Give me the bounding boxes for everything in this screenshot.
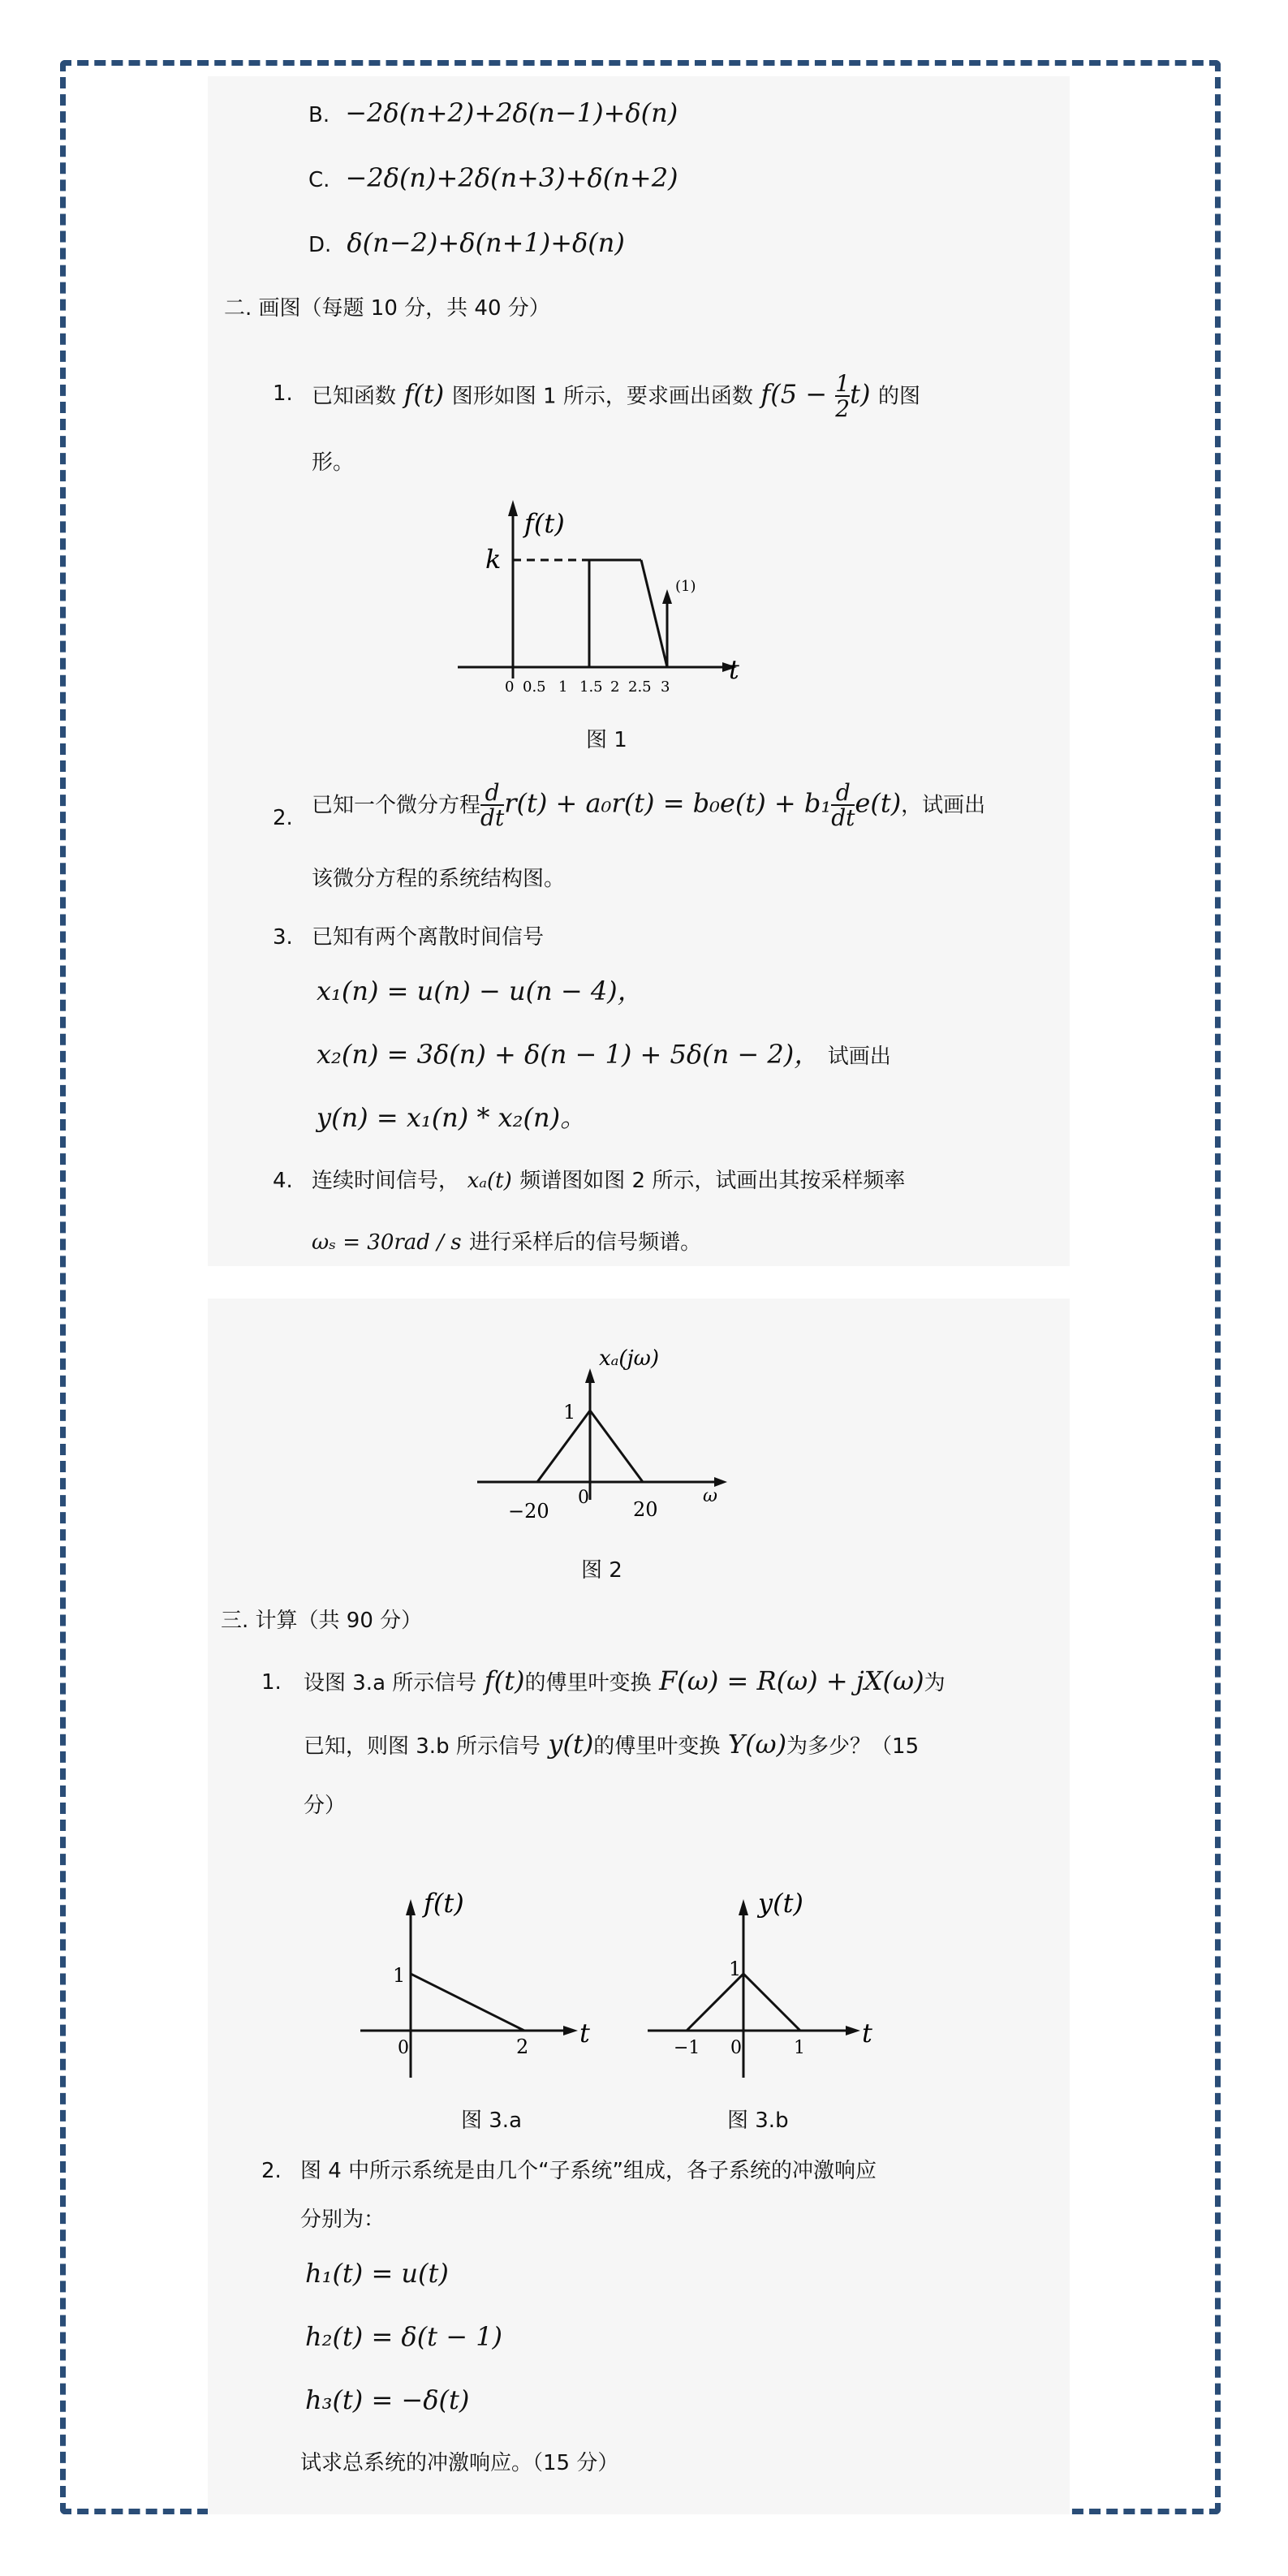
fig3b-one: 1 <box>729 1958 742 1980</box>
section-2-heading: 二. 画图（每题 10 分，共 40 分） <box>224 296 550 321</box>
q4-text-b: 频谱图如图 2 所示，试画出其按采样频率 <box>519 1169 906 1193</box>
s3q1-text-a: 设图 3.a 所示信号 <box>304 1671 477 1695</box>
option-expr: δ(n−2)+δ(n+1)+δ(n) <box>347 227 625 258</box>
fig2-ylabel: xₐ(jω) <box>599 1346 659 1371</box>
s3q2-number: 2. <box>261 2159 282 2183</box>
q1-text-c: 的图 <box>877 384 920 409</box>
fig2-caption: 图 2 <box>581 1558 622 1583</box>
option-letter: D. <box>308 233 332 257</box>
frac-num: d <box>480 781 504 806</box>
q4-ws: ωₛ = 30rad / s <box>312 1230 462 1255</box>
section-3-heading: 三. 计算（共 90 分） <box>221 1609 423 1633</box>
fig3a-zero: 0 <box>398 2038 409 2058</box>
fig1-impulse-label: (1) <box>675 578 696 595</box>
q1-number: 1. <box>273 381 293 406</box>
frac-num: d <box>831 781 855 806</box>
q1-text-a: 已知函数 <box>312 384 397 409</box>
q2-text-c: 该微分方程的系统结构图。 <box>312 867 566 891</box>
s3q1-text-g: 分） <box>304 1794 347 1818</box>
q4-text-a: 连续时间信号， <box>312 1169 460 1193</box>
s3q1-number: 1. <box>261 1670 282 1695</box>
s3q2-h2: h₂(t) = δ(t − 1) <box>305 2321 503 2352</box>
q2-number: 2. <box>273 806 293 830</box>
fig3a-signal <box>411 1974 524 2031</box>
fig3b-y-arrow <box>739 1899 748 1915</box>
fig1-tick: 2.5 <box>628 678 652 696</box>
q1-expr-tail: t) <box>850 378 871 410</box>
s3q1-ft: f(t) <box>484 1665 525 1696</box>
fig2-x-right: 20 <box>633 1498 658 1521</box>
s3q2-text-b: 分别为： <box>300 2208 386 2232</box>
fig3b-ylabel: y(t) <box>758 1888 803 1919</box>
fig3a-y-arrow <box>406 1899 416 1915</box>
s3q1-text-d: 已知，则图 3.b 所示信号 <box>304 1734 541 1759</box>
fig2-peak: 1 <box>563 1401 576 1424</box>
frac-den: dt <box>480 804 505 832</box>
s3q1-text-e: 的傅里叶变换 <box>593 1734 721 1759</box>
option-letter: C. <box>308 168 330 192</box>
q2-eq-mid: r(t) + a₀r(t) = b₀e(t) + b₁ <box>504 787 832 819</box>
option-expr: −2δ(n)+2δ(n+3)+δ(n+2) <box>345 162 678 193</box>
fig2-axis-label: ω <box>703 1486 717 1506</box>
fig3a-t-arrow <box>563 2026 578 2035</box>
fig1-tick: 3 <box>661 678 670 696</box>
q3-y: y(n) = x₁(n) * x₂(n)。 <box>317 1102 587 1133</box>
q1-expr: f(5 − <box>760 378 836 410</box>
q4-xa: xₐ(t) <box>467 1169 512 1193</box>
q3-text: 已知有两个离散时间信号 <box>312 925 545 950</box>
fig3a-ylabel: f(t) <box>424 1888 464 1919</box>
q1-fx: f(t) <box>403 378 445 410</box>
q3-x1: x₁(n) = u(n) − u(n − 4)， <box>317 976 644 1006</box>
q1-text-d: 形。 <box>312 450 355 475</box>
q4-number: 4. <box>273 1169 293 1193</box>
frac-den: 2 <box>835 395 851 423</box>
q3-x2-tail: 试画出 <box>827 1045 891 1069</box>
fig1-tick: 0.5 <box>523 678 546 696</box>
fig3a-two: 2 <box>516 2035 529 2058</box>
fig1-t-label: t <box>729 654 739 685</box>
s3q2-text-a: 图 4 中所示系统是由几个“子系统”组成，各子系统的冲激响应 <box>300 2159 877 2183</box>
s3q2-h3: h₃(t) = −δ(t) <box>305 2384 470 2415</box>
q3-number: 3. <box>273 925 293 950</box>
fig3b-neg1: −1 <box>674 2038 700 2058</box>
s3q1-Fw: F(ω) = R(ω) + jX(ω) <box>659 1665 924 1696</box>
fig1-tick: 0 <box>505 678 515 696</box>
s3q1-text-f: 为多少？（15 <box>786 1734 920 1759</box>
q1-text-b: 图形如图 1 所示，要求画出函数 <box>451 384 753 409</box>
s3q2-h1: h₁(t) = u(t) <box>305 2258 449 2289</box>
fig3b-zero: 0 <box>730 2038 742 2058</box>
s3q1-text-b: 的傅里叶变换 <box>524 1671 652 1695</box>
fig3a-axis: t <box>579 2018 590 2048</box>
frac-num: 1 <box>835 370 851 397</box>
frac-den: dt <box>831 804 855 832</box>
fig1-caption: 图 1 <box>586 728 627 752</box>
fig2-x-left: −20 <box>508 1500 549 1523</box>
option-expr: −2δ(n+2)+2δ(n−1)+δ(n) <box>345 97 678 128</box>
fig3b-axis: t <box>862 2018 872 2048</box>
fig3b-caption: 图 3.b <box>727 2109 789 2133</box>
s3q1-Yw: Y(ω) <box>727 1729 787 1760</box>
q2-eq-tail: e(t) <box>855 787 902 819</box>
fig1-tick: 2 <box>610 678 620 696</box>
fig1-ylabel: f(t) <box>524 508 565 539</box>
fig1-tick: 1 <box>558 678 568 696</box>
s3q2-text-c: 试求总系统的冲激响应。（15 分） <box>300 2451 619 2475</box>
fig1-tick: 1.5 <box>579 678 603 696</box>
q3-x2: x₂(n) = 3δ(n) + δ(n − 1) + 5δ(n − 2)， <box>317 1039 821 1070</box>
q2-text-b: ，试画出 <box>901 793 986 818</box>
fig3a-caption: 图 3.a <box>461 2109 523 2133</box>
option-letter: B. <box>308 103 330 127</box>
fig3b-t-arrow <box>846 2026 860 2035</box>
fig2-x-zero: 0 <box>578 1488 589 1508</box>
fig3b-pos1: 1 <box>794 2038 805 2058</box>
fig3a-one: 1 <box>393 1964 406 1987</box>
q2-text-a: 已知一个微分方程 <box>312 793 481 818</box>
fig1-k: k <box>485 544 502 575</box>
s3q1-text-c: 为 <box>924 1671 946 1695</box>
s3q1-yt: y(t) <box>548 1729 594 1760</box>
q4-text-c: 进行采样后的信号频谱。 <box>469 1230 702 1255</box>
